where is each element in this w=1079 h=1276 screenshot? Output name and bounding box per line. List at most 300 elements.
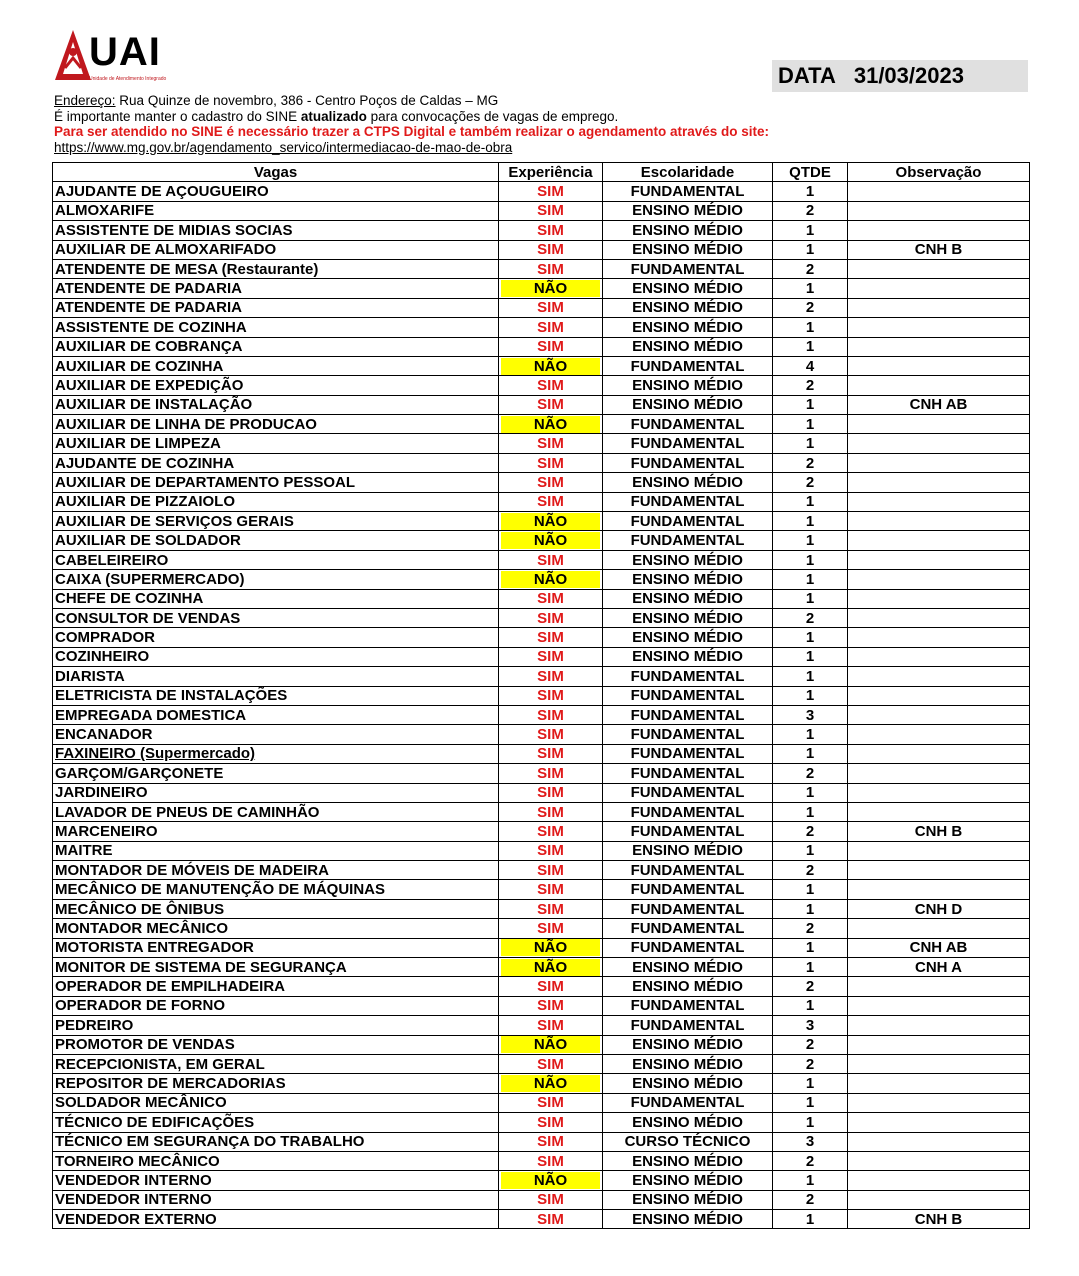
escolaridade-cell: ENSINO MÉDIO (603, 240, 773, 259)
vaga-cell: EMPREGADA DOMESTICA (53, 705, 499, 724)
escolaridade-cell: FUNDAMENTAL (603, 453, 773, 472)
table-row (53, 841, 1030, 860)
experiencia-value: SIM (537, 687, 564, 705)
escolaridade-cell: ENSINO MÉDIO (603, 395, 773, 414)
vaga-cell: AUXILIAR DE COBRANÇA (53, 337, 499, 356)
vaga-cell: LAVADOR DE PNEUS DE CAMINHÃO (53, 802, 499, 821)
logo-text: UAI (89, 30, 161, 74)
vaga-cell: ATENDENTE DE MESA (Restaurante) (53, 259, 499, 278)
table-row (53, 667, 1030, 686)
table-row (53, 919, 1030, 938)
escolaridade-cell: ENSINO MÉDIO (603, 1035, 773, 1054)
experiencia-value: SIM (537, 590, 564, 608)
uai-logo (53, 28, 167, 84)
qtde-cell: 1 (773, 958, 848, 977)
vaga-cell: MOTORISTA ENTREGADOR (53, 938, 499, 957)
escolaridade-cell: ENSINO MÉDIO (603, 279, 773, 298)
vaga-cell: COZINHEIRO (53, 647, 499, 666)
table-row (53, 880, 1030, 899)
escolaridade-cell: ENSINO MÉDIO (603, 958, 773, 977)
table-row (53, 201, 1030, 220)
observacao-cell (848, 841, 1030, 860)
vaga-cell: FAXINEIRO (Supermercado) (53, 744, 499, 763)
experiencia-value: SIM (537, 919, 564, 937)
escolaridade-cell: FUNDAMENTAL (603, 492, 773, 511)
escolaridade-cell: FUNDAMENTAL (603, 919, 773, 938)
escolaridade-cell: FUNDAMENTAL (603, 725, 773, 744)
qtde-cell: 1 (773, 686, 848, 705)
experiencia-value: SIM (537, 609, 564, 627)
vaga-cell: SOLDADOR MECÂNICO (53, 1093, 499, 1112)
observacao-cell (848, 337, 1030, 356)
experiencia-value: NÃO (501, 1036, 600, 1053)
experiencia-value: SIM (537, 1055, 564, 1073)
experiencia-cell (499, 531, 603, 550)
escolaridade-cell: ENSINO MÉDIO (603, 1210, 773, 1229)
experiencia-cell (499, 628, 603, 647)
experiencia-cell (499, 492, 603, 511)
vaga-cell: AUXILIAR DE INSTALAÇÃO (53, 395, 499, 414)
experiencia-value: SIM (537, 978, 564, 996)
address-text: Rua Quinze de novembro, 386 - Centro Poços de Caldas – MG (115, 93, 499, 108)
qtde-cell: 1 (773, 1093, 848, 1112)
vaga-cell: VENDEDOR INTERNO (53, 1171, 499, 1190)
experiencia-value: SIM (537, 435, 564, 453)
experiencia-value: SIM (537, 338, 564, 356)
vaga-cell: COMPRADOR (53, 628, 499, 647)
experiencia-cell (499, 1151, 603, 1170)
escolaridade-cell: FUNDAMENTAL (603, 783, 773, 802)
experiencia-cell (499, 802, 603, 821)
experiencia-cell (499, 434, 603, 453)
qtde-cell: 1 (773, 570, 848, 589)
vaga-cell: ELETRICISTA DE INSTALAÇÕES (53, 686, 499, 705)
col-header-observacao: Observação (848, 163, 1030, 182)
observacao-cell: CNH B (848, 1210, 1030, 1229)
observacao-cell (848, 608, 1030, 627)
table-row (53, 1074, 1030, 1093)
escolaridade-cell: ENSINO MÉDIO (603, 589, 773, 608)
observacao-cell (848, 1035, 1030, 1054)
experiencia-cell (499, 841, 603, 860)
experiencia-cell (499, 182, 603, 201)
experiencia-cell (499, 1113, 603, 1132)
qtde-cell: 2 (773, 764, 848, 783)
table-row (53, 395, 1030, 414)
qtde-cell: 3 (773, 1016, 848, 1035)
qtde-cell: 2 (773, 201, 848, 220)
experiencia-value: SIM (537, 861, 564, 879)
experiencia-value: SIM (537, 1133, 564, 1151)
experiencia-cell (499, 861, 603, 880)
escolaridade-cell: FUNDAMENTAL (603, 182, 773, 201)
table-row (53, 182, 1030, 201)
qtde-cell: 2 (773, 861, 848, 880)
observacao-cell (848, 1132, 1030, 1151)
experiencia-cell (499, 570, 603, 589)
experiencia-cell (499, 473, 603, 492)
escolaridade-cell: FUNDAMENTAL (603, 531, 773, 550)
vaga-cell: PEDREIRO (53, 1016, 499, 1035)
qtde-cell: 2 (773, 822, 848, 841)
observacao-cell (848, 531, 1030, 550)
experiencia-value: SIM (537, 1094, 564, 1112)
experiencia-cell (499, 376, 603, 395)
table-row (53, 318, 1030, 337)
observacao-cell (848, 667, 1030, 686)
vaga-cell: CONSULTOR DE VENDAS (53, 608, 499, 627)
experiencia-value: SIM (537, 629, 564, 647)
table-row (53, 221, 1030, 240)
escolaridade-cell: FUNDAMENTAL (603, 434, 773, 453)
experiencia-value: SIM (537, 648, 564, 666)
qtde-cell: 2 (773, 919, 848, 938)
observacao-cell (848, 221, 1030, 240)
observacao-cell (848, 725, 1030, 744)
col-header-experiencia: Experiência (499, 163, 603, 182)
vaga-cell: AUXILIAR DE DEPARTAMENTO PESSOAL (53, 473, 499, 492)
experiencia-value: SIM (537, 842, 564, 860)
experiencia-value: SIM (537, 706, 564, 724)
experiencia-value: SIM (537, 454, 564, 472)
experiencia-value: SIM (537, 396, 564, 414)
info-block (54, 93, 769, 155)
qtde-cell: 1 (773, 667, 848, 686)
table-row (53, 996, 1030, 1015)
escolaridade-cell: ENSINO MÉDIO (603, 1171, 773, 1190)
observacao-cell (848, 356, 1030, 375)
experiencia-cell (499, 1074, 603, 1093)
experiencia-cell (499, 705, 603, 724)
experiencia-value: NÃO (501, 513, 600, 530)
qtde-cell: 1 (773, 415, 848, 434)
table-row (53, 1035, 1030, 1054)
qtde-cell: 2 (773, 1151, 848, 1170)
experiencia-cell (499, 899, 603, 918)
escolaridade-cell: FUNDAMENTAL (603, 938, 773, 957)
escolaridade-cell: ENSINO MÉDIO (603, 376, 773, 395)
observacao-cell: CNH AB (848, 938, 1030, 957)
escolaridade-cell: ENSINO MÉDIO (603, 647, 773, 666)
table-row (53, 899, 1030, 918)
experiencia-value: SIM (537, 318, 564, 336)
observacao-cell (848, 1190, 1030, 1209)
experiencia-cell (499, 938, 603, 957)
vaga-cell: AUXILIAR DE LINHA DE PRODUCAO (53, 415, 499, 434)
observacao-cell (848, 1054, 1030, 1073)
experiencia-value: NÃO (501, 959, 600, 976)
table-row (53, 1151, 1030, 1170)
observacao-cell (848, 1093, 1030, 1112)
experiencia-cell (499, 356, 603, 375)
vaga-cell: ASSISTENTE DE MIDIAS SOCIAS (53, 221, 499, 240)
escolaridade-cell: CURSO TÉCNICO (603, 1132, 773, 1151)
experiencia-cell (499, 512, 603, 531)
table-row (53, 1190, 1030, 1209)
observacao-cell (848, 861, 1030, 880)
vaga-cell: TORNEIRO MECÂNICO (53, 1151, 499, 1170)
qtde-cell: 1 (773, 1113, 848, 1132)
observacao-cell (848, 182, 1030, 201)
observacao-cell (848, 977, 1030, 996)
experiencia-value: SIM (537, 1113, 564, 1131)
table-row (53, 1016, 1030, 1035)
vaga-cell: REPOSITOR DE MERCADORIAS (53, 1074, 499, 1093)
escolaridade-cell: FUNDAMENTAL (603, 705, 773, 724)
table-row (53, 259, 1030, 278)
escolaridade-cell: ENSINO MÉDIO (603, 337, 773, 356)
escolaridade-cell: ENSINO MÉDIO (603, 298, 773, 317)
qtde-cell: 1 (773, 434, 848, 453)
observacao-cell (848, 647, 1030, 666)
notice-pre: É importante manter o cadastro do SINE (54, 108, 301, 124)
uai-logo-icon (53, 28, 93, 82)
qtde-cell: 1 (773, 240, 848, 259)
experiencia-value: SIM (537, 1210, 564, 1228)
experiencia-cell (499, 686, 603, 705)
agendamento-link[interactable]: https://www.mg.gov.br/agendamento_servico/intermediacao-de-mao-de-obra (54, 139, 513, 155)
escolaridade-cell: FUNDAMENTAL (603, 802, 773, 821)
vaga-cell: DIARISTA (53, 667, 499, 686)
warning-line: Para ser atendido no SINE é necessário trazer a CTPS Digital e também realizar o agendamento através do site: (54, 124, 769, 139)
experiencia-cell (499, 1210, 603, 1229)
vaga-cell: JARDINEIRO (53, 783, 499, 802)
table-row (53, 861, 1030, 880)
escolaridade-cell: FUNDAMENTAL (603, 686, 773, 705)
experiencia-cell (499, 764, 603, 783)
qtde-cell: 1 (773, 182, 848, 201)
observacao-cell: CNH B (848, 240, 1030, 259)
qtde-cell: 1 (773, 1171, 848, 1190)
experiencia-value: SIM (537, 241, 564, 259)
qtde-cell: 1 (773, 725, 848, 744)
table-row (53, 1054, 1030, 1073)
table-row (53, 473, 1030, 492)
experiencia-value: SIM (537, 997, 564, 1015)
qtde-cell: 2 (773, 473, 848, 492)
vaga-cell: VENDEDOR EXTERNO (53, 1210, 499, 1229)
table-row (53, 512, 1030, 531)
table-row (53, 589, 1030, 608)
vaga-cell: GARÇOM/GARÇONETE (53, 764, 499, 783)
table-row (53, 705, 1030, 724)
experiencia-cell (499, 337, 603, 356)
qtde-cell: 1 (773, 531, 848, 550)
qtde-cell: 1 (773, 512, 848, 531)
experiencia-cell (499, 647, 603, 666)
escolaridade-cell: ENSINO MÉDIO (603, 570, 773, 589)
experiencia-cell (499, 395, 603, 414)
link-line (54, 140, 769, 156)
experiencia-value: SIM (537, 299, 564, 317)
observacao-cell (848, 744, 1030, 763)
qtde-cell: 1 (773, 996, 848, 1015)
table-row (53, 337, 1030, 356)
observacao-cell (848, 919, 1030, 938)
escolaridade-cell: ENSINO MÉDIO (603, 221, 773, 240)
experiencia-value: NÃO (501, 1172, 600, 1189)
table-row (53, 415, 1030, 434)
vaga-cell: AUXILIAR DE ALMOXARIFADO (53, 240, 499, 259)
escolaridade-cell: FUNDAMENTAL (603, 512, 773, 531)
table-row (53, 608, 1030, 627)
table-row (53, 1093, 1030, 1112)
qtde-cell: 1 (773, 744, 848, 763)
table-row (53, 628, 1030, 647)
table-row (53, 376, 1030, 395)
table-row (53, 725, 1030, 744)
experiencia-value: NÃO (501, 1075, 600, 1092)
observacao-cell (848, 434, 1030, 453)
observacao-cell: CNH AB (848, 395, 1030, 414)
vaga-cell: AUXILIAR DE PIZZAIOLO (53, 492, 499, 511)
escolaridade-cell: ENSINO MÉDIO (603, 1190, 773, 1209)
experiencia-cell (499, 880, 603, 899)
experiencia-value: SIM (537, 881, 564, 899)
observacao-cell: CNH D (848, 899, 1030, 918)
table-row (53, 1113, 1030, 1132)
experiencia-cell (499, 240, 603, 259)
escolaridade-cell: ENSINO MÉDIO (603, 473, 773, 492)
observacao-cell (848, 550, 1030, 569)
qtde-cell: 1 (773, 880, 848, 899)
escolaridade-cell: FUNDAMENTAL (603, 880, 773, 899)
experiencia-cell (499, 1190, 603, 1209)
qtde-cell: 1 (773, 628, 848, 647)
table-row (53, 550, 1030, 569)
vaga-cell: VENDEDOR INTERNO (53, 1190, 499, 1209)
col-header-vagas: Vagas (53, 163, 499, 182)
vaga-cell: ALMOXARIFE (53, 201, 499, 220)
vaga-cell: AUXILIAR DE LIMPEZA (53, 434, 499, 453)
experiencia-value: NÃO (501, 532, 600, 549)
experiencia-cell (499, 667, 603, 686)
escolaridade-cell: FUNDAMENTAL (603, 1093, 773, 1112)
date-value: 31/03/2023 (853, 63, 964, 88)
experiencia-cell (499, 453, 603, 472)
qtde-cell: 2 (773, 1054, 848, 1073)
experiencia-cell (499, 1016, 603, 1035)
qtde-cell: 1 (773, 395, 848, 414)
table-row (53, 240, 1030, 259)
qtde-cell: 1 (773, 337, 848, 356)
experiencia-value: SIM (537, 764, 564, 782)
table-row (53, 822, 1030, 841)
experiencia-cell (499, 725, 603, 744)
escolaridade-cell: ENSINO MÉDIO (603, 977, 773, 996)
table-row (53, 434, 1030, 453)
notice-bold: atualizado (300, 108, 367, 124)
experiencia-value: SIM (537, 183, 564, 201)
escolaridade-cell: FUNDAMENTAL (603, 1016, 773, 1035)
observacao-cell (848, 589, 1030, 608)
escolaridade-cell: FUNDAMENTAL (603, 744, 773, 763)
qtde-cell: 1 (773, 802, 848, 821)
vaga-cell: ATENDENTE DE PADARIA (53, 298, 499, 317)
qtde-cell: 3 (773, 1132, 848, 1151)
experiencia-cell (499, 1054, 603, 1073)
observacao-cell (848, 1151, 1030, 1170)
escolaridade-cell: ENSINO MÉDIO (603, 550, 773, 569)
experiencia-value: SIM (537, 493, 564, 511)
experiencia-cell (499, 744, 603, 763)
experiencia-cell (499, 298, 603, 317)
qtde-cell: 2 (773, 259, 848, 278)
qtde-cell: 1 (773, 647, 848, 666)
vaga-cell: OPERADOR DE EMPILHADEIRA (53, 977, 499, 996)
escolaridade-cell: ENSINO MÉDIO (603, 608, 773, 627)
observacao-cell (848, 318, 1030, 337)
observacao-cell (848, 473, 1030, 492)
table-body (53, 182, 1030, 1229)
escolaridade-cell: ENSINO MÉDIO (603, 201, 773, 220)
experiencia-cell (499, 259, 603, 278)
experiencia-value: NÃO (501, 416, 600, 433)
qtde-cell: 2 (773, 977, 848, 996)
vaga-cell: PROMOTOR DE VENDAS (53, 1035, 499, 1054)
escolaridade-cell: ENSINO MÉDIO (603, 1074, 773, 1093)
observacao-cell (848, 453, 1030, 472)
experiencia-value: SIM (537, 1152, 564, 1170)
observacao-cell (848, 880, 1030, 899)
experiencia-cell (499, 415, 603, 434)
qtde-cell: 1 (773, 550, 848, 569)
observacao-cell (848, 783, 1030, 802)
experiencia-cell (499, 608, 603, 627)
experiencia-cell (499, 958, 603, 977)
experiencia-value: SIM (537, 473, 564, 491)
experiencia-cell (499, 221, 603, 240)
vaga-cell: MONTADOR MECÂNICO (53, 919, 499, 938)
escolaridade-cell: ENSINO MÉDIO (603, 628, 773, 647)
escolaridade-cell: FUNDAMENTAL (603, 822, 773, 841)
table-row (53, 783, 1030, 802)
qtde-cell: 1 (773, 492, 848, 511)
observacao-cell: CNH A (848, 958, 1030, 977)
escolaridade-cell: FUNDAMENTAL (603, 861, 773, 880)
experiencia-value: SIM (537, 376, 564, 394)
observacao-cell (848, 259, 1030, 278)
observacao-cell (848, 1016, 1030, 1035)
table-row (53, 764, 1030, 783)
experiencia-value: SIM (537, 221, 564, 239)
escolaridade-cell: FUNDAMENTAL (603, 259, 773, 278)
qtde-cell: 2 (773, 608, 848, 627)
observacao-cell (848, 415, 1030, 434)
observacao-cell (848, 996, 1030, 1015)
col-header-escolaridade: Escolaridade (603, 163, 773, 182)
notice-post: para convocações de vagas de emprego. (366, 108, 619, 124)
table-row (53, 298, 1030, 317)
experiencia-value: SIM (537, 667, 564, 685)
experiencia-cell (499, 201, 603, 220)
experiencia-value: SIM (537, 745, 564, 763)
table-row (53, 356, 1030, 375)
table-row (53, 279, 1030, 298)
observacao-cell (848, 802, 1030, 821)
logo-subtitle: Unidade de Atendimento Integrado (89, 76, 167, 82)
qtde-cell: 4 (773, 356, 848, 375)
experiencia-cell (499, 1171, 603, 1190)
observacao-cell (848, 705, 1030, 724)
experiencia-cell (499, 1132, 603, 1151)
escolaridade-cell: FUNDAMENTAL (603, 415, 773, 434)
experiencia-value: SIM (537, 1191, 564, 1209)
table-row (53, 958, 1030, 977)
escolaridade-cell: FUNDAMENTAL (603, 899, 773, 918)
experiencia-cell (499, 550, 603, 569)
experiencia-cell (499, 1093, 603, 1112)
